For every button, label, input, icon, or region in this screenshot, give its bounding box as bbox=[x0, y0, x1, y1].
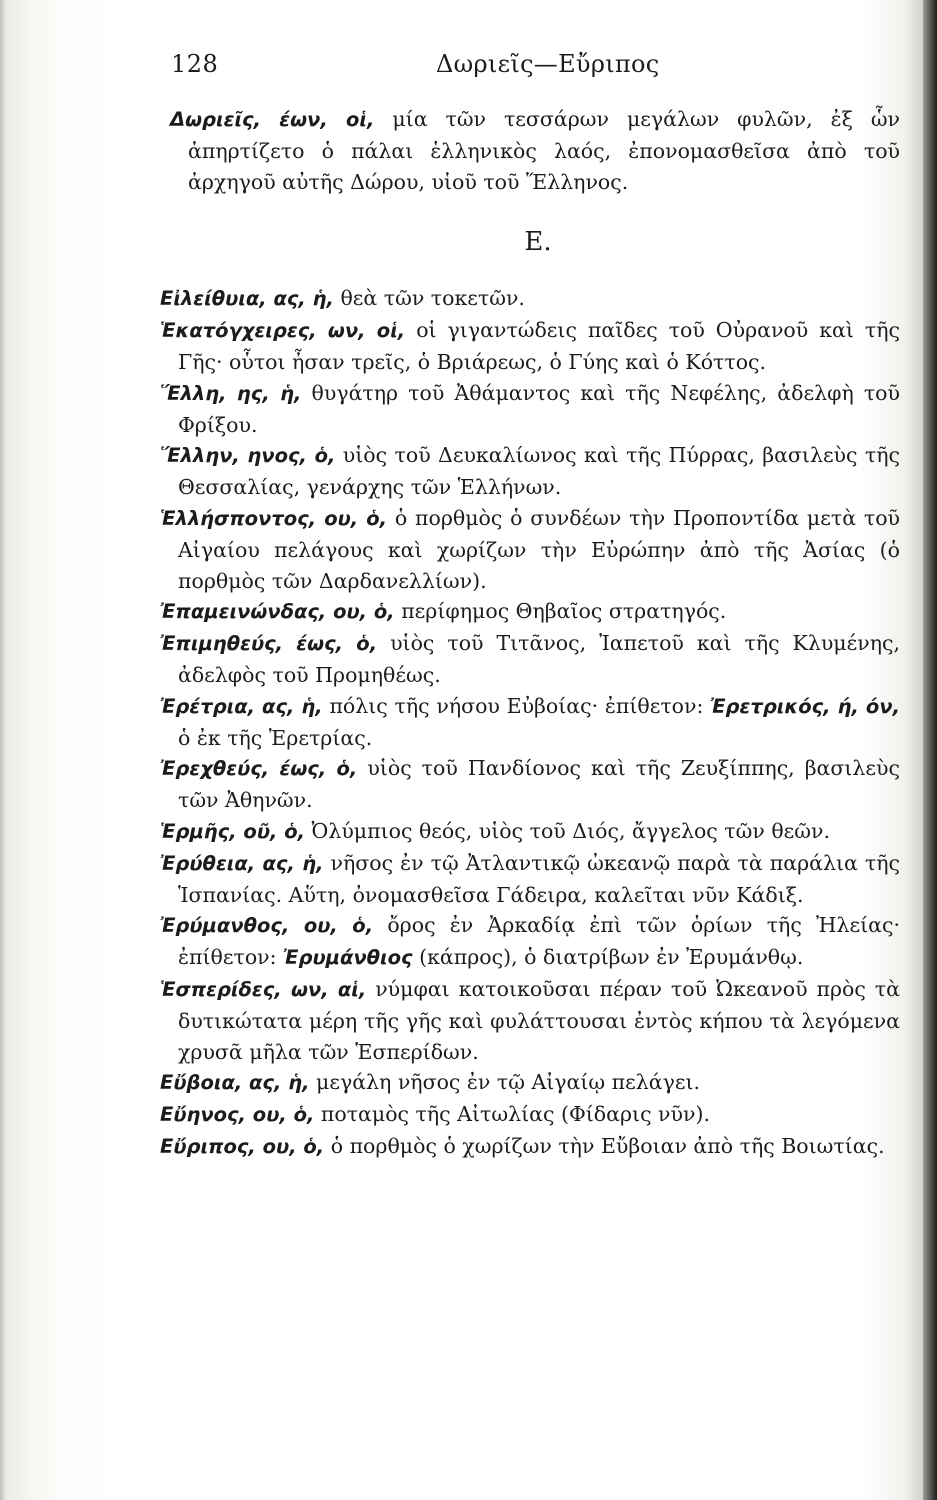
entry-definition-continued: ὁ ἐκ τῆς Ἐρετρίας. bbox=[178, 725, 373, 750]
dictionary-entry bbox=[160, 503, 900, 596]
entry-definition: νύμφαι κατοικοῦσαι πέραν τοῦ Ὠκεανοῦ πρὸς τὰ δυτικώτατα μέρη τῆς γῆς καὶ φυλάττουσαι ἐντὸς κήπου τὰ λεγόμενα χρυσᾶ μῆλα τῶν Ἑσπερίδων. bbox=[178, 976, 900, 1064]
entry-headword: Δωριεῖς, έων, οἱ, bbox=[170, 108, 375, 131]
page-right-edge bbox=[923, 0, 937, 1500]
entry-definition: οἱ γιγαντώδεις παῖδες τοῦ Οὐρανοῦ καὶ τῆς Γῆς· οὗτοι ἦσαν τρεῖς, ὁ Βριάρεως, ὁ Γύης καὶ ὁ Κόττος. bbox=[178, 318, 900, 374]
running-head: Δωριεῖς—Εὔριπος bbox=[436, 50, 660, 78]
entry-definition: μία τῶν τεσσάρων μεγάλων φυλῶν, ἐξ ὧν ἀπηρτίζετο ὁ πάλαι ἑλληνικὸς λαός, ἐπονομασθεῖσα ἀπὸ τοῦ ἀρχηγοῦ αὐτῆς Δώρου, υἱοῦ τοῦ Ἕλληνος. bbox=[188, 107, 900, 194]
dictionary-entry bbox=[160, 816, 900, 848]
entry-headword: Εἰλείθυια, ας, ἡ, bbox=[160, 287, 334, 311]
dictionary-entry bbox=[160, 974, 900, 1067]
entry-headword: Ἐρεχθεύς, έως, ὁ, bbox=[160, 757, 358, 781]
entry-cross-reference: Ἐρετρικός, ή, όν, bbox=[710, 694, 900, 718]
entry-definition: ποταμὸς τῆς Αἰτωλίας (Φίδαρις νῦν). bbox=[314, 1102, 710, 1127]
dictionary-entry bbox=[160, 691, 900, 754]
dictionary-entry bbox=[160, 378, 900, 441]
entry-definition: μεγάλη νῆσος ἐν τῷ Αἰγαίῳ πελάγει. bbox=[309, 1070, 701, 1095]
entry-definition: υἱὸς τοῦ Δευκαλίωνος καὶ τῆς Πύρρας, βασιλεὺς τῆς Θεσσαλίας, γενάρχης τῶν Ἑλλήνων. bbox=[178, 443, 900, 500]
section-letter: Ε. bbox=[524, 227, 552, 258]
dictionary-entry bbox=[160, 1131, 900, 1163]
entry-headword: Εὔηνος, ου, ὁ, bbox=[160, 1103, 315, 1127]
entry-headword: Ἑλλήσποντος, ου, ὁ, bbox=[160, 506, 388, 530]
dictionary-content bbox=[160, 104, 900, 1163]
entry-definition: θεὰ τῶν τοκετῶν. bbox=[333, 286, 525, 311]
dictionary-entry bbox=[160, 104, 900, 197]
entry-headword: Ἐρέτρια, ας, ἡ, bbox=[160, 694, 323, 718]
entry-definition: ὁ πορθμὸς ὁ χωρίζων τὴν Εὔβοιαν ἀπὸ τῆς Βοιωτίας. bbox=[324, 1133, 885, 1158]
entry-headword: Ἕλλην, ηνος, ὁ, bbox=[160, 444, 336, 468]
entry-definition: Ὀλύμπιος θεός, υἱὸς τοῦ Διός, ἄγγελος τῶν θεῶν. bbox=[305, 818, 830, 843]
entry-definition: νῆσος ἐν τῷ Ἀτλαντικῷ ὠκεανῷ παρὰ τὰ παράλια τῆς Ἱσπανίας. Αὕτη, ὀνομασθεῖσα Γάδειρα, καλεῖται νῦν Κάδιξ. bbox=[178, 850, 900, 907]
dictionary-entry bbox=[160, 910, 900, 974]
entry-headword: Ἕλλη, ης, ἡ, bbox=[160, 381, 302, 405]
entry-cross-reference: Ἐρυμάνθιος bbox=[283, 946, 413, 970]
dictionary-entry bbox=[160, 753, 900, 816]
dictionary-entry bbox=[160, 1067, 900, 1099]
entry-headword: Ἑρμῆς, οῦ, ὁ, bbox=[160, 819, 306, 843]
entry-headword: Εὔβοια, ας, ἡ, bbox=[160, 1071, 310, 1095]
entry-definition: ὄρος ἐν Ἀρκαδίᾳ ἐπὶ τῶν ὁρίων τῆς Ἠλείας· ἐπίθετον: bbox=[178, 913, 900, 970]
entry-headword: Εὔριπος, ου, ὁ, bbox=[160, 1134, 325, 1158]
entry-definition: θυγάτηρ τοῦ Ἀθάμαντος καὶ τῆς Νεφέλης, ἀδελφὴ τοῦ Φρίξου. bbox=[178, 380, 900, 437]
entry-headword: Ἐρύμανθος, ου, ὁ, bbox=[160, 914, 374, 938]
page-left-edge bbox=[0, 0, 6, 1500]
entry-definition: πόλις τῆς νήσου Εὐβοίας· ἐπίθετον: bbox=[322, 693, 711, 718]
dictionary-entry bbox=[160, 596, 900, 628]
entry-headword: Ἐρύθεια, ας, ἡ, bbox=[160, 851, 324, 875]
entry-headword: Ἑκατόγχειρες, ων, οἱ, bbox=[160, 319, 406, 343]
page-header bbox=[0, 50, 937, 86]
entry-definition-continued: (κάπρος), ὁ διατρίβων ἐν Ἐρυμάνθῳ. bbox=[412, 945, 804, 970]
dictionary-entry bbox=[160, 315, 900, 378]
dictionary-entry bbox=[160, 848, 900, 911]
dictionary-entry bbox=[160, 440, 900, 503]
entry-headword: Ἐπαμεινώνδας, ου, ὁ, bbox=[160, 600, 395, 624]
entry-definition: υἱὸς τοῦ Τιτᾶνος, Ἰαπετοῦ καὶ τῆς Κλυμένης, ἀδελφὸς τοῦ Προμηθέως. bbox=[178, 631, 900, 687]
entry-headword: Ἐπιμηθεύς, έως, ὁ, bbox=[160, 632, 378, 656]
dictionary-entry bbox=[160, 628, 900, 691]
entry-definition: ὁ πορθμὸς ὁ συνδέων τὴν Προποντίδα μετὰ τοῦ Αἰγαίου πελάγους καὶ χωρίζων τὴν Εὐρώπην ἀπὸ τῆς Ἀσίας (ὁ πορθμὸς τῶν Δαρδανελλίων). bbox=[178, 505, 901, 593]
entry-definition: περίφημος Θηβαῖος στρατηγός. bbox=[394, 599, 727, 624]
dictionary-entry bbox=[160, 283, 900, 315]
entry-headword: Ἑσπερίδες, ων, αἱ, bbox=[160, 977, 367, 1001]
entry-definition: υἱὸς τοῦ Πανδίονος καὶ τῆς Ζευξίππης, βασιλεὺς τῶν Ἀθηνῶν. bbox=[178, 756, 900, 813]
dictionary-entry bbox=[160, 1099, 900, 1131]
page-number: 128 bbox=[171, 50, 219, 78]
